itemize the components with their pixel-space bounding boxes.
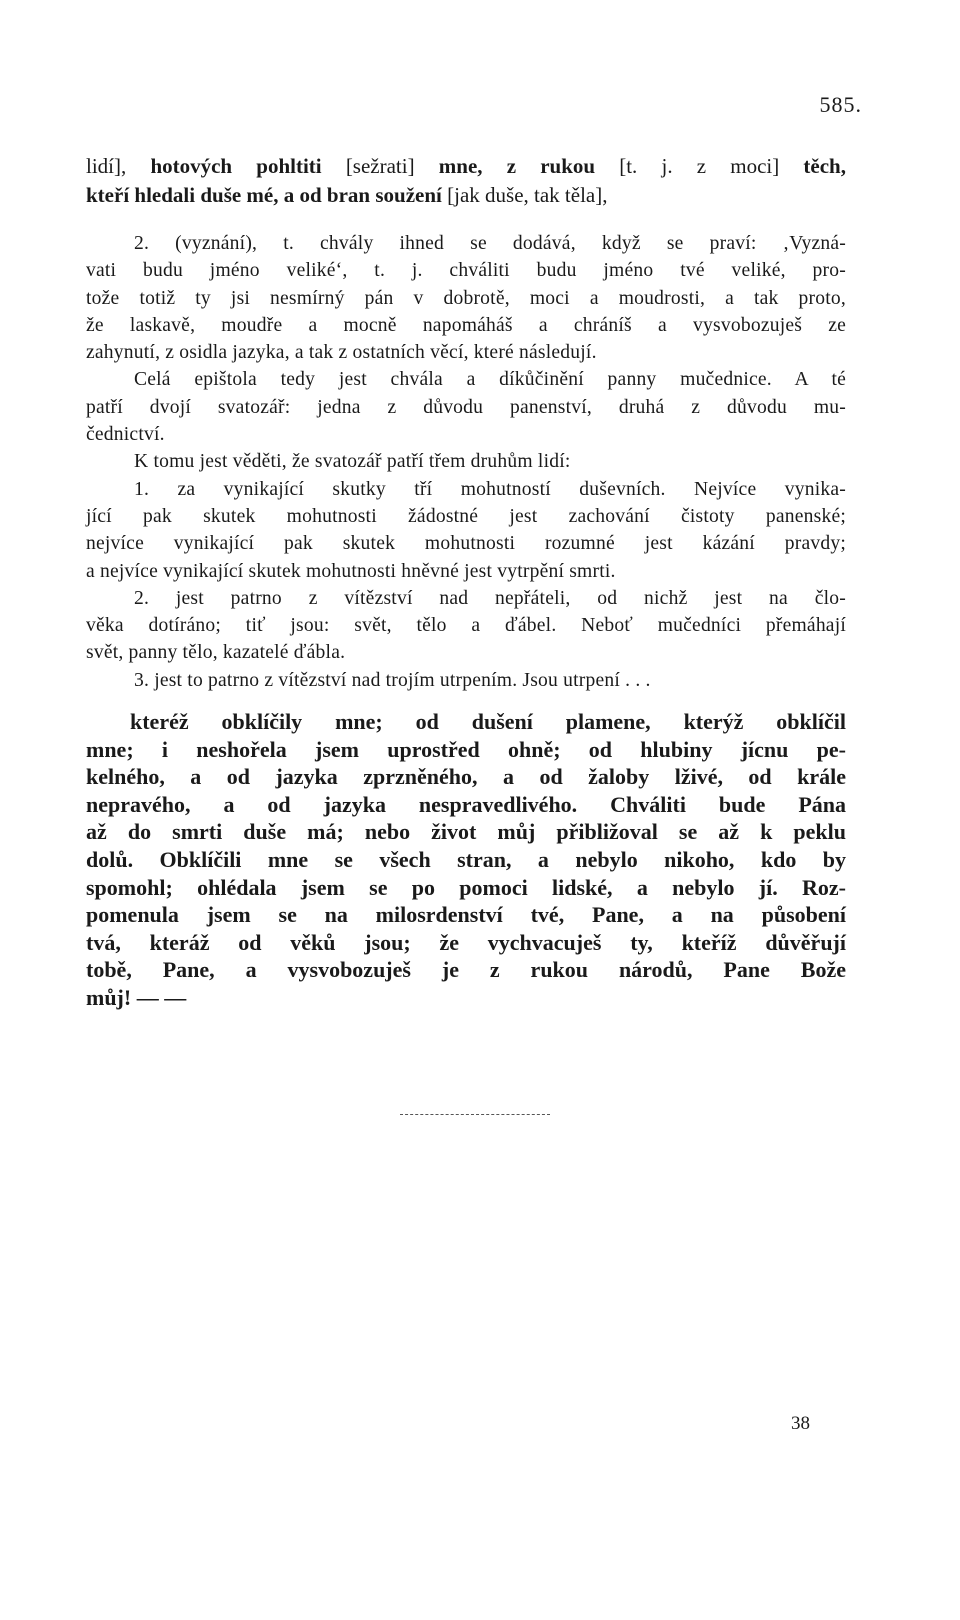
text-line: až do smrti duše má; nebo život můj přibližoval se až k peklu xyxy=(86,819,846,845)
text-line: čednictví. xyxy=(86,424,165,446)
text-line: můj! — — xyxy=(86,984,187,1010)
text-line: že laskavě, moudře a mocně napomáháš a chráníš a vysvobozuješ ze xyxy=(86,314,846,336)
text-line: lidí], hotových pohltiti [sežrati] mne, z rukou [t. j. z moci] těch, xyxy=(86,154,846,178)
text-line: zahynutí, z osidla jazyka, a tak z ostatních věcí, které následují. xyxy=(86,342,597,364)
commentary-text xyxy=(86,230,846,694)
text-line: věka dotíráno; tiť jsou: svět, tělo a ďábel. Neboť mučedníci přemáhají xyxy=(86,615,846,637)
text-line: 1. za vynikající skutky tří mohutností duševních. Nejvíce vynika- xyxy=(134,478,846,500)
page-number: 585. xyxy=(819,92,862,117)
text-line: kteří hledali duše mé, a od bran soužení [jak duše, tak těla], xyxy=(86,183,608,207)
text-line: patří dvojí svatozář: jedna z důvodu panenství, druhá z důvodu mu- xyxy=(86,396,846,418)
text-line: kelného, a od jazyka zprzněného, a od žaloby lživé, od krále xyxy=(86,764,846,790)
text-line: 3. jest to patrno z vítězství nad trojím utrpením. Jsou utrpení . . . xyxy=(134,669,651,691)
text-line: pomenula jsem se na milosrdenství tvé, Pane, a na působení xyxy=(86,902,846,928)
text-line: nejvíce vynikající pak skutek mohutnosti rozumné jest kázání pravdy; xyxy=(86,533,846,555)
text-line: 2. (vyznání), t. chvály ihned se dodává, když se praví: ‚Vyzná- xyxy=(134,233,846,254)
text-line: vati budu jméno veliké‘, t. j. chváliti budu jméno tvé veliké, pro- xyxy=(86,260,846,282)
text-line: tvá, kteráž od věků jsou; že vychvacuješ ty, kteříž důvěřují xyxy=(86,929,846,955)
section-divider xyxy=(400,1114,550,1115)
text-line: K tomu jest věděti, že svatozář patří třem druhům lidí: xyxy=(134,451,571,473)
signature-mark: 38 xyxy=(791,1413,810,1434)
text-line: jící pak skutek mohutnosti žádostné jest zachování čistoty panenské; xyxy=(86,505,846,527)
text-line: tobě, Pane, a vysvobozuješ je z rukou národů, Pane Bože xyxy=(86,957,846,983)
text-line: tože totiž ty jsi nesmírný pán v dobrotě, moci a moudrosti, a tak proto, xyxy=(86,287,846,309)
text-line: 2. jest patrno z vítězství nad nepřáteli, od nichž jest na člo- xyxy=(134,587,846,609)
text-line: svět, panny tělo, kazatelé ďábla. xyxy=(86,642,346,664)
text-line: mne; i neshořela jsem uprostřed ohně; od hlubiny jícnu pe- xyxy=(86,736,846,762)
text-line: a nejvíce vynikající skutek mohutnosti hněvné jest vytrpění smrti. xyxy=(86,560,616,582)
text-line: nepravého, a od jazyka nespravedlivého. Chváliti bude Pána xyxy=(86,791,846,817)
text-line: kteréž obklíčily mne; od dušení plamene, kterýž obklíčil xyxy=(130,709,846,734)
text-line: Celá epištola tedy jest chvála a díkůčinění panny mučednice. A té xyxy=(134,369,846,391)
text-line: spomohl; ohlédala jsem se po pomoci lidské, a nebylo jí. Roz- xyxy=(86,874,846,900)
intro-text xyxy=(86,152,846,210)
psalm-text xyxy=(86,708,846,1012)
text-line: dolů. Obklíčili mne se všech stran, a nebylo nikoho, kdo by xyxy=(86,846,846,872)
